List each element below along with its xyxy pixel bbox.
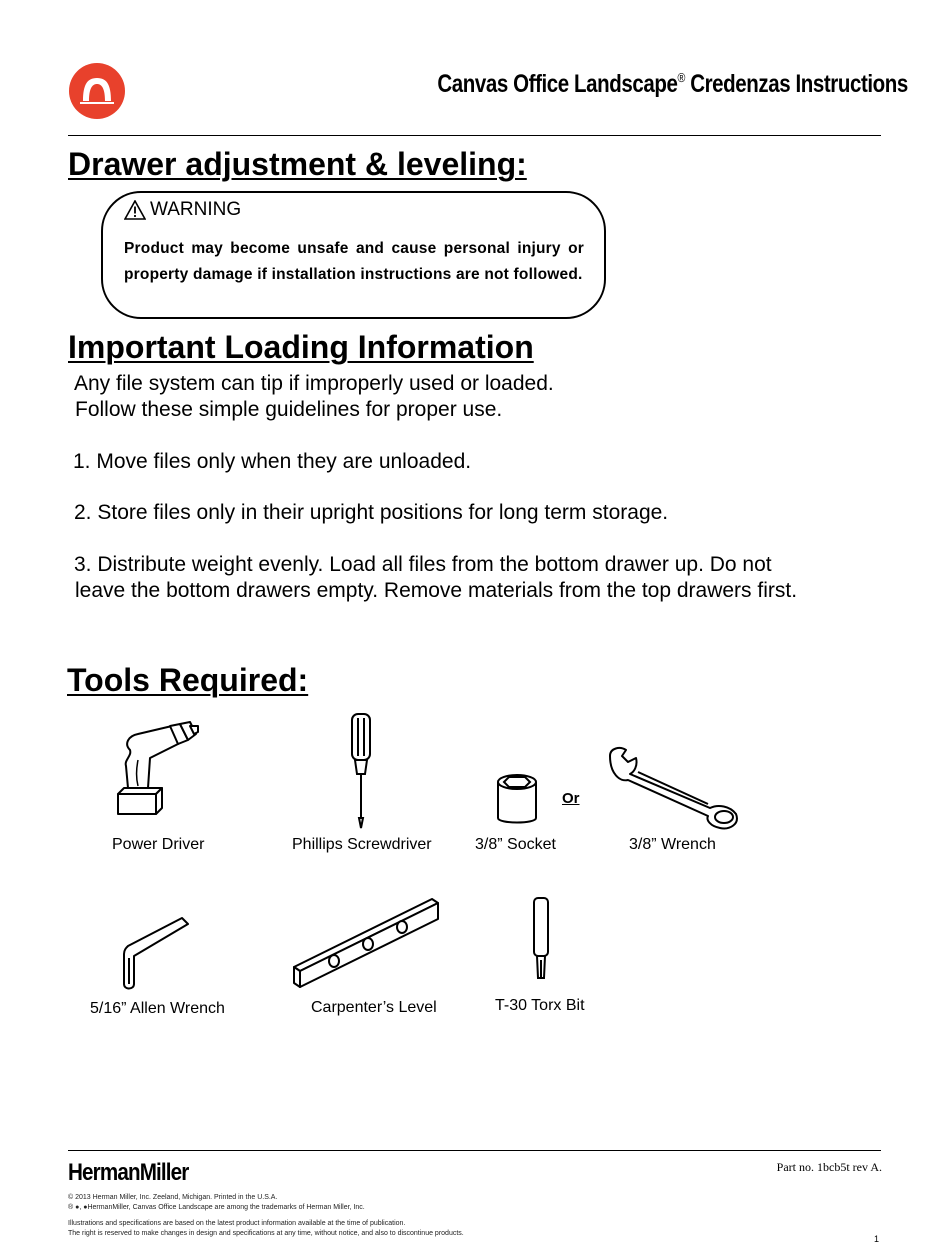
loading-intro-line-1: Any file system can tip if improperly used or loaded. xyxy=(74,372,554,395)
disclaimer-line-1: Illustrations and specifications are based on the latest product information available at the time of publication. xyxy=(68,1220,406,1227)
tool-label-wrench: 3/8” Wrench xyxy=(629,836,716,853)
loading-item-1: 1. Move files only when they are unloaded. xyxy=(73,450,472,473)
power-driver-icon xyxy=(110,720,200,820)
carpenters-level-icon xyxy=(290,887,440,991)
warning-text: Product may become unsafe and cause personal injury or property damage if installation instructions are not followed. xyxy=(124,240,584,283)
document-title: Canvas Office Landscape® Credenzas Instructions xyxy=(437,70,908,98)
herman-miller-logo xyxy=(69,63,125,119)
tool-label-allen-wrench: 5/16” Allen Wrench xyxy=(90,1000,225,1017)
tool-label-power-driver: Power Driver xyxy=(112,836,205,853)
allen-wrench-icon xyxy=(116,914,192,992)
copyright-text: © 2013 Herman Miller, Inc. Zeeland, Michigan. Printed in the U.S.A. xyxy=(68,1194,278,1201)
loading-item-3-line-2: leave the bottom drawers empty. Remove materials from the top drawers first. xyxy=(75,579,798,602)
wrench-icon xyxy=(606,744,742,830)
tool-label-carpenters-level: Carpenter’s Level xyxy=(311,999,437,1016)
tools-heading: Tools Required: xyxy=(67,662,309,698)
footer-brand: HermanMiller xyxy=(68,1159,189,1186)
trademark-text: ® ●, ●HermanMiller, Canvas Office Landscape are among the trademarks of Herman Miller, Inc. xyxy=(68,1204,365,1211)
tool-label-phillips-screwdriver: Phillips Screwdriver xyxy=(292,836,432,853)
disclaimer-line-2: The right is reserved to make changes in design and specifications at any time, without notice, and also to discontinue products. xyxy=(68,1230,464,1237)
tool-label-socket: 3/8” Socket xyxy=(475,836,556,853)
loading-info-heading: Important Loading Information xyxy=(68,329,534,365)
page-number: 1 xyxy=(874,1234,880,1244)
warning-label: WARNING xyxy=(150,199,242,220)
loading-item-3-line-1: 3. Distribute weight evenly. Load all files from the bottom drawer up. Do not xyxy=(74,553,772,576)
part-number: Part no. 1bcb5t rev A. xyxy=(776,1160,882,1174)
header-rule xyxy=(68,135,881,136)
or-label: Or xyxy=(562,790,580,807)
tool-label-torx-bit: T-30 Torx Bit xyxy=(495,997,585,1014)
footer-rule xyxy=(68,1150,881,1151)
loading-item-2: 2. Store files only in their upright positions for long term storage. xyxy=(74,501,669,524)
phillips-screwdriver-icon xyxy=(348,712,374,830)
warning-triangle-icon xyxy=(124,200,146,220)
loading-intro-line-2: Follow these simple guidelines for proper use. xyxy=(75,398,503,421)
socket-icon xyxy=(494,772,540,828)
drawer-adjustment-heading: Drawer adjustment & leveling: xyxy=(68,146,527,182)
warning-header xyxy=(124,199,241,221)
torx-bit-icon xyxy=(530,896,552,986)
